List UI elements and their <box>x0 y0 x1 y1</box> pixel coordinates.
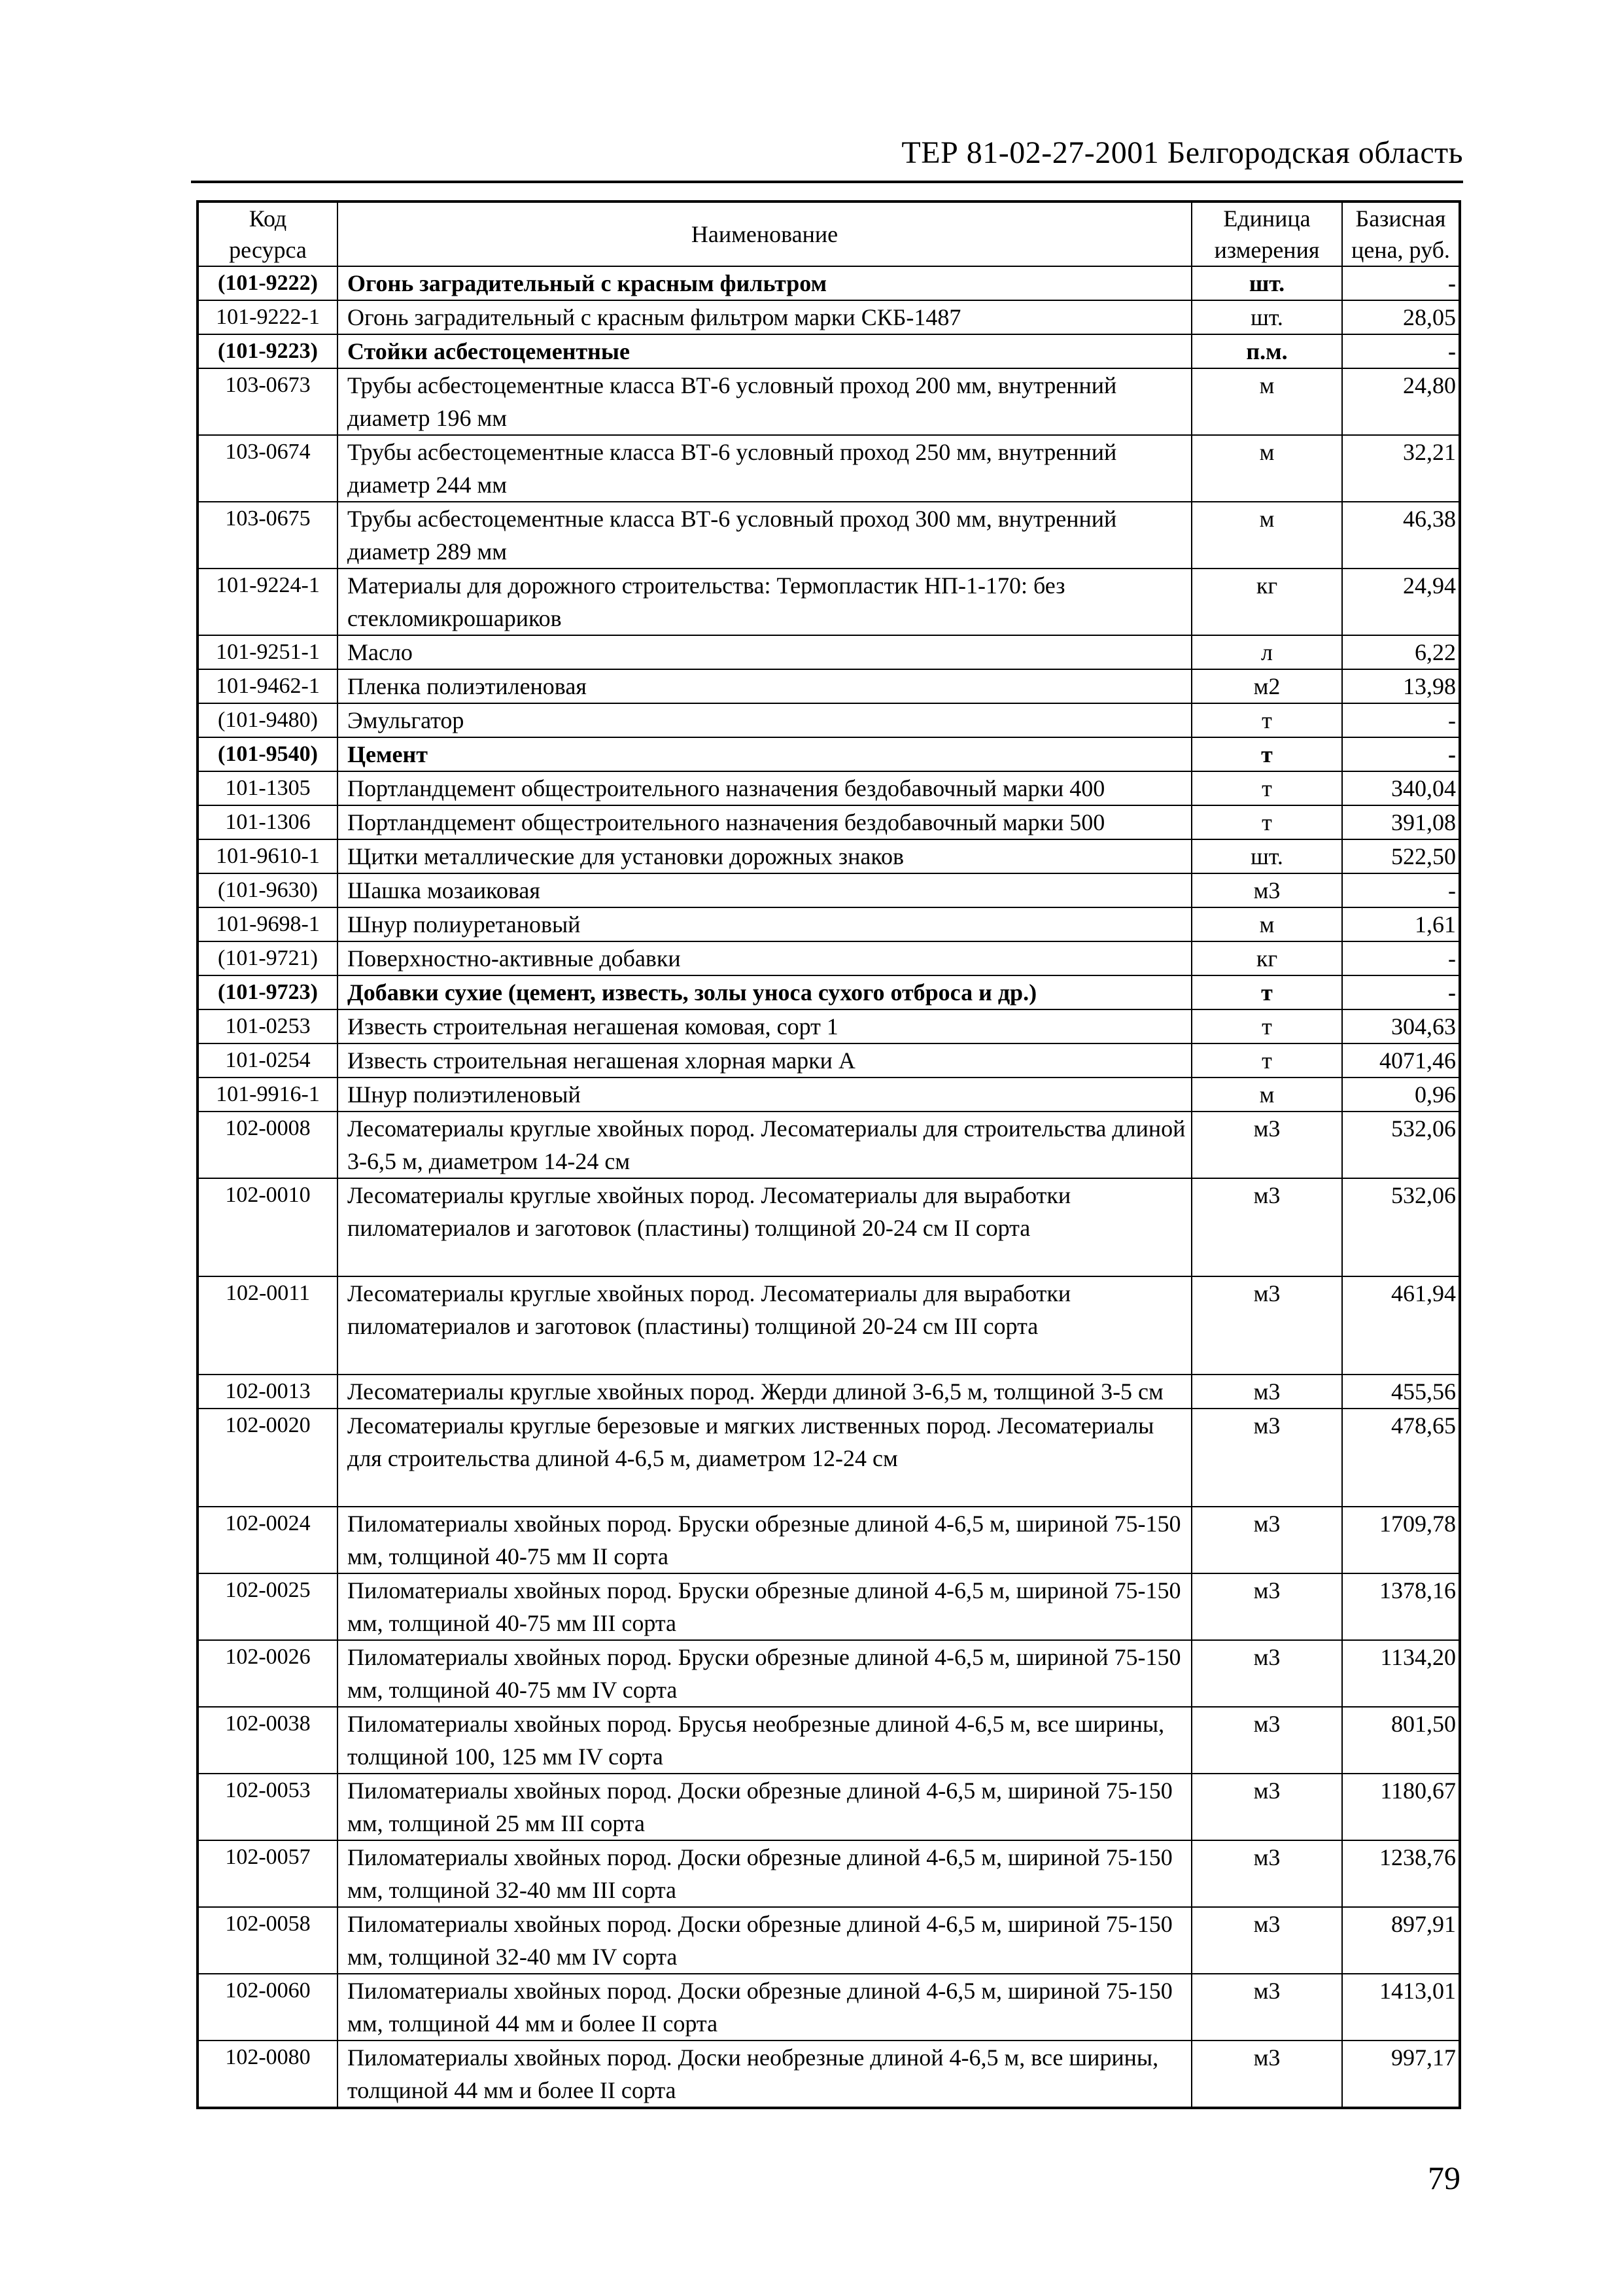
base-price-cell: 801,50 <box>1342 1707 1460 1774</box>
unit-cell: м <box>1192 907 1342 941</box>
table-row <box>198 1409 1460 1507</box>
table-row <box>198 1077 1460 1112</box>
resource-name-cell: Эмульгатор <box>337 703 1192 737</box>
table-row <box>198 669 1460 703</box>
table-row <box>198 368 1460 435</box>
resource-name-cell: Пленка полиэтиленовая <box>337 669 1192 703</box>
base-price-cell: 532,06 <box>1342 1178 1460 1276</box>
unit-cell: м3 <box>1192 1276 1342 1375</box>
resource-code-cell: 101-9224-1 <box>198 569 337 635</box>
unit-cell: т <box>1192 771 1342 805</box>
resource-name-cell: Лесоматериалы круглые хвойных пород. Лесоматериалы для строительства длиной 3-6,5 м, диаметром 14-24 см <box>337 1112 1192 1178</box>
table-row <box>198 975 1460 1009</box>
resource-name-cell: Масло <box>337 635 1192 669</box>
resource-name-cell: Щитки металлические для установки дорожных знаков <box>337 839 1192 873</box>
table-row <box>198 873 1460 907</box>
resource-code-cell: 101-9462-1 <box>198 669 337 703</box>
resource-name-cell: Лесоматериалы круглые березовые и мягких лиственных пород. Лесоматериалы для строительства длиной 4-6,5 м, диаметром 12-24 см <box>337 1409 1192 1507</box>
unit-cell: м3 <box>1192 1112 1342 1178</box>
resource-name-cell: Портландцемент общестроительного назначения бездобавочный марки 500 <box>337 805 1192 839</box>
resource-name-cell: Огонь заградительный с красным фильтром <box>337 266 1192 300</box>
table-row <box>198 839 1460 873</box>
base-price-cell: - <box>1342 334 1460 368</box>
unit-cell: м3 <box>1192 1974 1342 2041</box>
resource-code-cell: 102-0011 <box>198 1276 337 1375</box>
unit-cell: м3 <box>1192 1707 1342 1774</box>
resource-name-cell: Пиломатериалы хвойных пород. Брусья необрезные длиной 4-6,5 м, все ширины, толщиной 100, 125 мм IV сорта <box>337 1707 1192 1774</box>
unit-cell: кг <box>1192 569 1342 635</box>
unit-cell: м3 <box>1192 1640 1342 1707</box>
resource-code-cell: 102-0008 <box>198 1112 337 1178</box>
unit-cell: м3 <box>1192 1774 1342 1840</box>
unit-cell: т <box>1192 703 1342 737</box>
table-row <box>198 1276 1460 1375</box>
unit-cell: м3 <box>1192 1573 1342 1640</box>
resource-code-cell: 101-0254 <box>198 1043 337 1077</box>
base-price-cell: 997,17 <box>1342 2041 1460 2108</box>
unit-cell: м3 <box>1192 1907 1342 1974</box>
resource-code-cell: (101-9223) <box>198 334 337 368</box>
unit-cell: кг <box>1192 941 1342 975</box>
table-row <box>198 737 1460 771</box>
page-number: 79 <box>1428 2160 1460 2196</box>
resource-code-cell: (101-9721) <box>198 941 337 975</box>
resource-code-cell: (101-9630) <box>198 873 337 907</box>
resource-code-cell: 101-9916-1 <box>198 1077 337 1112</box>
base-price-cell: 1413,01 <box>1342 1974 1460 2041</box>
base-price-cell: 532,06 <box>1342 1112 1460 1178</box>
resource-code-cell: (101-9480) <box>198 703 337 737</box>
resource-code-cell: 101-1306 <box>198 805 337 839</box>
base-price-cell: 28,05 <box>1342 300 1460 334</box>
resource-name-cell: Добавки сухие (цемент, известь, золы уноса сухого отброса и др.) <box>337 975 1192 1009</box>
table-row <box>198 1112 1460 1178</box>
table-row <box>198 334 1460 368</box>
base-price-cell: 461,94 <box>1342 1276 1460 1375</box>
resource-name-cell: Материалы для дорожного строительства: Термопластик НП-1-170: без стекломикрошариков <box>337 569 1192 635</box>
base-price-cell: 1709,78 <box>1342 1507 1460 1573</box>
table-row <box>198 300 1460 334</box>
resource-code-cell: 103-0674 <box>198 435 337 502</box>
base-price-cell: 0,96 <box>1342 1077 1460 1112</box>
resource-name-cell: Пиломатериалы хвойных пород. Доски обрезные длиной 4-6,5 м, шириной 75-150 мм, толщиной 32-40 мм III сорта <box>337 1840 1192 1907</box>
resource-code-cell: 102-0057 <box>198 1840 337 1907</box>
base-price-cell: 304,63 <box>1342 1009 1460 1043</box>
resource-name-cell: Пиломатериалы хвойных пород. Доски обрезные длиной 4-6,5 м, шириной 75-150 мм, толщиной 44 мм и более II сорта <box>337 1974 1192 2041</box>
column-header-price-line2: цена, руб. <box>1351 237 1450 263</box>
base-price-cell: 1180,67 <box>1342 1774 1460 1840</box>
unit-cell: м3 <box>1192 1178 1342 1276</box>
base-price-cell: 897,91 <box>1342 1907 1460 1974</box>
column-header-code-line1: Код <box>249 205 287 232</box>
resource-name-cell: Стойки асбестоцементные <box>337 334 1192 368</box>
resource-code-cell: 102-0038 <box>198 1707 337 1774</box>
resource-name-cell: Шнур полиэтиленовый <box>337 1077 1192 1112</box>
table-row <box>198 1840 1460 1907</box>
unit-cell: м <box>1192 502 1342 569</box>
resource-name-cell: Шнур полиуретановый <box>337 907 1192 941</box>
column-header-unit-line2: измерения <box>1214 237 1320 263</box>
resource-code-cell: 101-9251-1 <box>198 635 337 669</box>
unit-cell: т <box>1192 737 1342 771</box>
resource-name-cell: Пиломатериалы хвойных пород. Доски необрезные длиной 4-6,5 м, все ширины, толщиной 44 мм и более II сорта <box>337 2041 1192 2108</box>
table-row <box>198 2041 1460 2108</box>
resource-name-cell: Цемент <box>337 737 1192 771</box>
unit-cell: м2 <box>1192 669 1342 703</box>
resource-name-cell: Пиломатериалы хвойных пород. Бруски обрезные длиной 4-6,5 м, шириной 75-150 мм, толщиной 40-75 мм II сорта <box>337 1507 1192 1573</box>
resource-code-cell: 102-0013 <box>198 1375 337 1409</box>
resource-code-cell: (101-9540) <box>198 737 337 771</box>
resource-code-cell: 101-1305 <box>198 771 337 805</box>
table-row <box>198 941 1460 975</box>
unit-cell: п.м. <box>1192 334 1342 368</box>
unit-cell: м <box>1192 1077 1342 1112</box>
base-price-cell: 24,80 <box>1342 368 1460 435</box>
resource-code-cell: 102-0026 <box>198 1640 337 1707</box>
table-row <box>198 771 1460 805</box>
resource-code-cell: 101-0253 <box>198 1009 337 1043</box>
table-row <box>198 1043 1460 1077</box>
unit-cell: м3 <box>1192 1507 1342 1573</box>
resource-name-cell: Лесоматериалы круглые хвойных пород. Лесоматериалы для выработки пиломатериалов и заготовок (пластины) толщиной 20-24 см II сорта <box>337 1178 1192 1276</box>
unit-cell: т <box>1192 1043 1342 1077</box>
unit-cell: т <box>1192 975 1342 1009</box>
resource-name-cell: Пиломатериалы хвойных пород. Доски обрезные длиной 4-6,5 м, шириной 75-150 мм, толщиной 25 мм III сорта <box>337 1774 1192 1840</box>
resource-name-cell: Трубы асбестоцементные класса ВТ-6 условный проход 300 мм, внутренний диаметр 289 мм <box>337 502 1192 569</box>
base-price-cell: 340,04 <box>1342 771 1460 805</box>
base-price-cell: 6,22 <box>1342 635 1460 669</box>
resource-name-cell: Поверхностно-активные добавки <box>337 941 1192 975</box>
base-price-cell: 24,94 <box>1342 569 1460 635</box>
resource-name-cell: Портландцемент общестроительного назначения бездобавочный марки 400 <box>337 771 1192 805</box>
table-row <box>198 569 1460 635</box>
resource-code-cell: 101-9610-1 <box>198 839 337 873</box>
unit-cell: т <box>1192 1009 1342 1043</box>
resource-name-cell: Пиломатериалы хвойных пород. Бруски обрезные длиной 4-6,5 м, шириной 75-150 мм, толщиной 40-75 мм IV сорта <box>337 1640 1192 1707</box>
unit-cell: м3 <box>1192 1409 1342 1507</box>
resource-price-table <box>196 200 1461 2109</box>
resource-name-cell: Трубы асбестоцементные класса ВТ-6 условный проход 250 мм, внутренний диаметр 244 мм <box>337 435 1192 502</box>
unit-cell: шт. <box>1192 839 1342 873</box>
resource-code-cell: 102-0020 <box>198 1409 337 1507</box>
unit-cell: м3 <box>1192 2041 1342 2108</box>
unit-cell: м <box>1192 435 1342 502</box>
resource-code-cell: 102-0060 <box>198 1974 337 2041</box>
column-header-unit <box>1192 201 1342 266</box>
table-row <box>198 1009 1460 1043</box>
resource-name-cell: Известь строительная негашеная хлорная марки А <box>337 1043 1192 1077</box>
table-row <box>198 1178 1460 1276</box>
resource-code-cell: (101-9222) <box>198 266 337 300</box>
resource-name-cell: Лесоматериалы круглые хвойных пород. Жерди длиной 3-6,5 м, толщиной 3-5 см <box>337 1375 1192 1409</box>
table-row <box>198 1640 1460 1707</box>
base-price-cell: - <box>1342 737 1460 771</box>
table-row <box>198 1974 1460 2041</box>
resource-name-cell: Огонь заградительный с красным фильтром марки СКБ-1487 <box>337 300 1192 334</box>
base-price-cell: - <box>1342 873 1460 907</box>
resource-name-cell: Лесоматериалы круглые хвойных пород. Лесоматериалы для выработки пиломатериалов и заготовок (пластины) толщиной 20-24 см III сорта <box>337 1276 1192 1375</box>
table-row <box>198 1507 1460 1573</box>
table-row <box>198 1707 1460 1774</box>
resource-code-cell: 101-9698-1 <box>198 907 337 941</box>
table-row <box>198 1907 1460 1974</box>
table-header-row <box>198 201 1460 266</box>
column-header-price <box>1342 201 1460 266</box>
base-price-cell: 32,21 <box>1342 435 1460 502</box>
resource-code-cell: 102-0058 <box>198 1907 337 1974</box>
unit-cell: т <box>1192 805 1342 839</box>
table-row <box>198 435 1460 502</box>
column-header-name: Наименование <box>337 201 1192 266</box>
resource-code-cell: 103-0675 <box>198 502 337 569</box>
table-row <box>198 805 1460 839</box>
unit-cell: м <box>1192 368 1342 435</box>
base-price-cell: - <box>1342 703 1460 737</box>
table-row <box>198 502 1460 569</box>
resource-code-cell: 102-0025 <box>198 1573 337 1640</box>
base-price-cell: 391,08 <box>1342 805 1460 839</box>
resource-name-cell: Пиломатериалы хвойных пород. Доски обрезные длиной 4-6,5 м, шириной 75-150 мм, толщиной 32-40 мм IV сорта <box>337 1907 1192 1974</box>
base-price-cell: 1378,16 <box>1342 1573 1460 1640</box>
base-price-cell: 13,98 <box>1342 669 1460 703</box>
base-price-cell: 455,56 <box>1342 1375 1460 1409</box>
unit-cell: л <box>1192 635 1342 669</box>
table-row <box>198 1375 1460 1409</box>
resource-code-cell: 102-0080 <box>198 2041 337 2108</box>
base-price-cell: 1238,76 <box>1342 1840 1460 1907</box>
column-header-code <box>198 201 337 266</box>
table-body <box>198 266 1460 2108</box>
resource-code-cell: (101-9723) <box>198 975 337 1009</box>
resource-name-cell: Шашка мозаиковая <box>337 873 1192 907</box>
table-row <box>198 266 1460 300</box>
base-price-cell: - <box>1342 266 1460 300</box>
unit-cell: м3 <box>1192 1375 1342 1409</box>
resource-name-cell: Трубы асбестоцементные класса ВТ-6 условный проход 200 мм, внутренний диаметр 196 мм <box>337 368 1192 435</box>
header-rule <box>191 181 1463 183</box>
unit-cell: м3 <box>1192 873 1342 907</box>
base-price-cell: 1134,20 <box>1342 1640 1460 1707</box>
table-row <box>198 703 1460 737</box>
table-row <box>198 1573 1460 1640</box>
column-header-code-line2: ресурса <box>229 237 307 263</box>
resource-code-cell: 103-0673 <box>198 368 337 435</box>
unit-cell: м3 <box>1192 1840 1342 1907</box>
base-price-cell: 478,65 <box>1342 1409 1460 1507</box>
unit-cell: шт. <box>1192 266 1342 300</box>
base-price-cell: - <box>1342 975 1460 1009</box>
column-header-price-line1: Базисная <box>1355 205 1446 232</box>
unit-cell: шт. <box>1192 300 1342 334</box>
base-price-cell: 1,61 <box>1342 907 1460 941</box>
column-header-unit-line1: Единица <box>1223 205 1311 232</box>
resource-code-cell: 102-0010 <box>198 1178 337 1276</box>
resource-code-cell: 101-9222-1 <box>198 300 337 334</box>
base-price-cell: - <box>1342 941 1460 975</box>
page-header-title: ТЕР 81-02-27-2001 Белгородская область <box>901 135 1463 170</box>
table-row <box>198 1774 1460 1840</box>
base-price-cell: 46,38 <box>1342 502 1460 569</box>
table-row <box>198 635 1460 669</box>
resource-code-cell: 102-0053 <box>198 1774 337 1840</box>
table-row <box>198 907 1460 941</box>
base-price-cell: 4071,46 <box>1342 1043 1460 1077</box>
base-price-cell: 522,50 <box>1342 839 1460 873</box>
resource-code-cell: 102-0024 <box>198 1507 337 1573</box>
resource-name-cell: Пиломатериалы хвойных пород. Бруски обрезные длиной 4-6,5 м, шириной 75-150 мм, толщиной 40-75 мм III сорта <box>337 1573 1192 1640</box>
resource-name-cell: Известь строительная негашеная комовая, сорт 1 <box>337 1009 1192 1043</box>
